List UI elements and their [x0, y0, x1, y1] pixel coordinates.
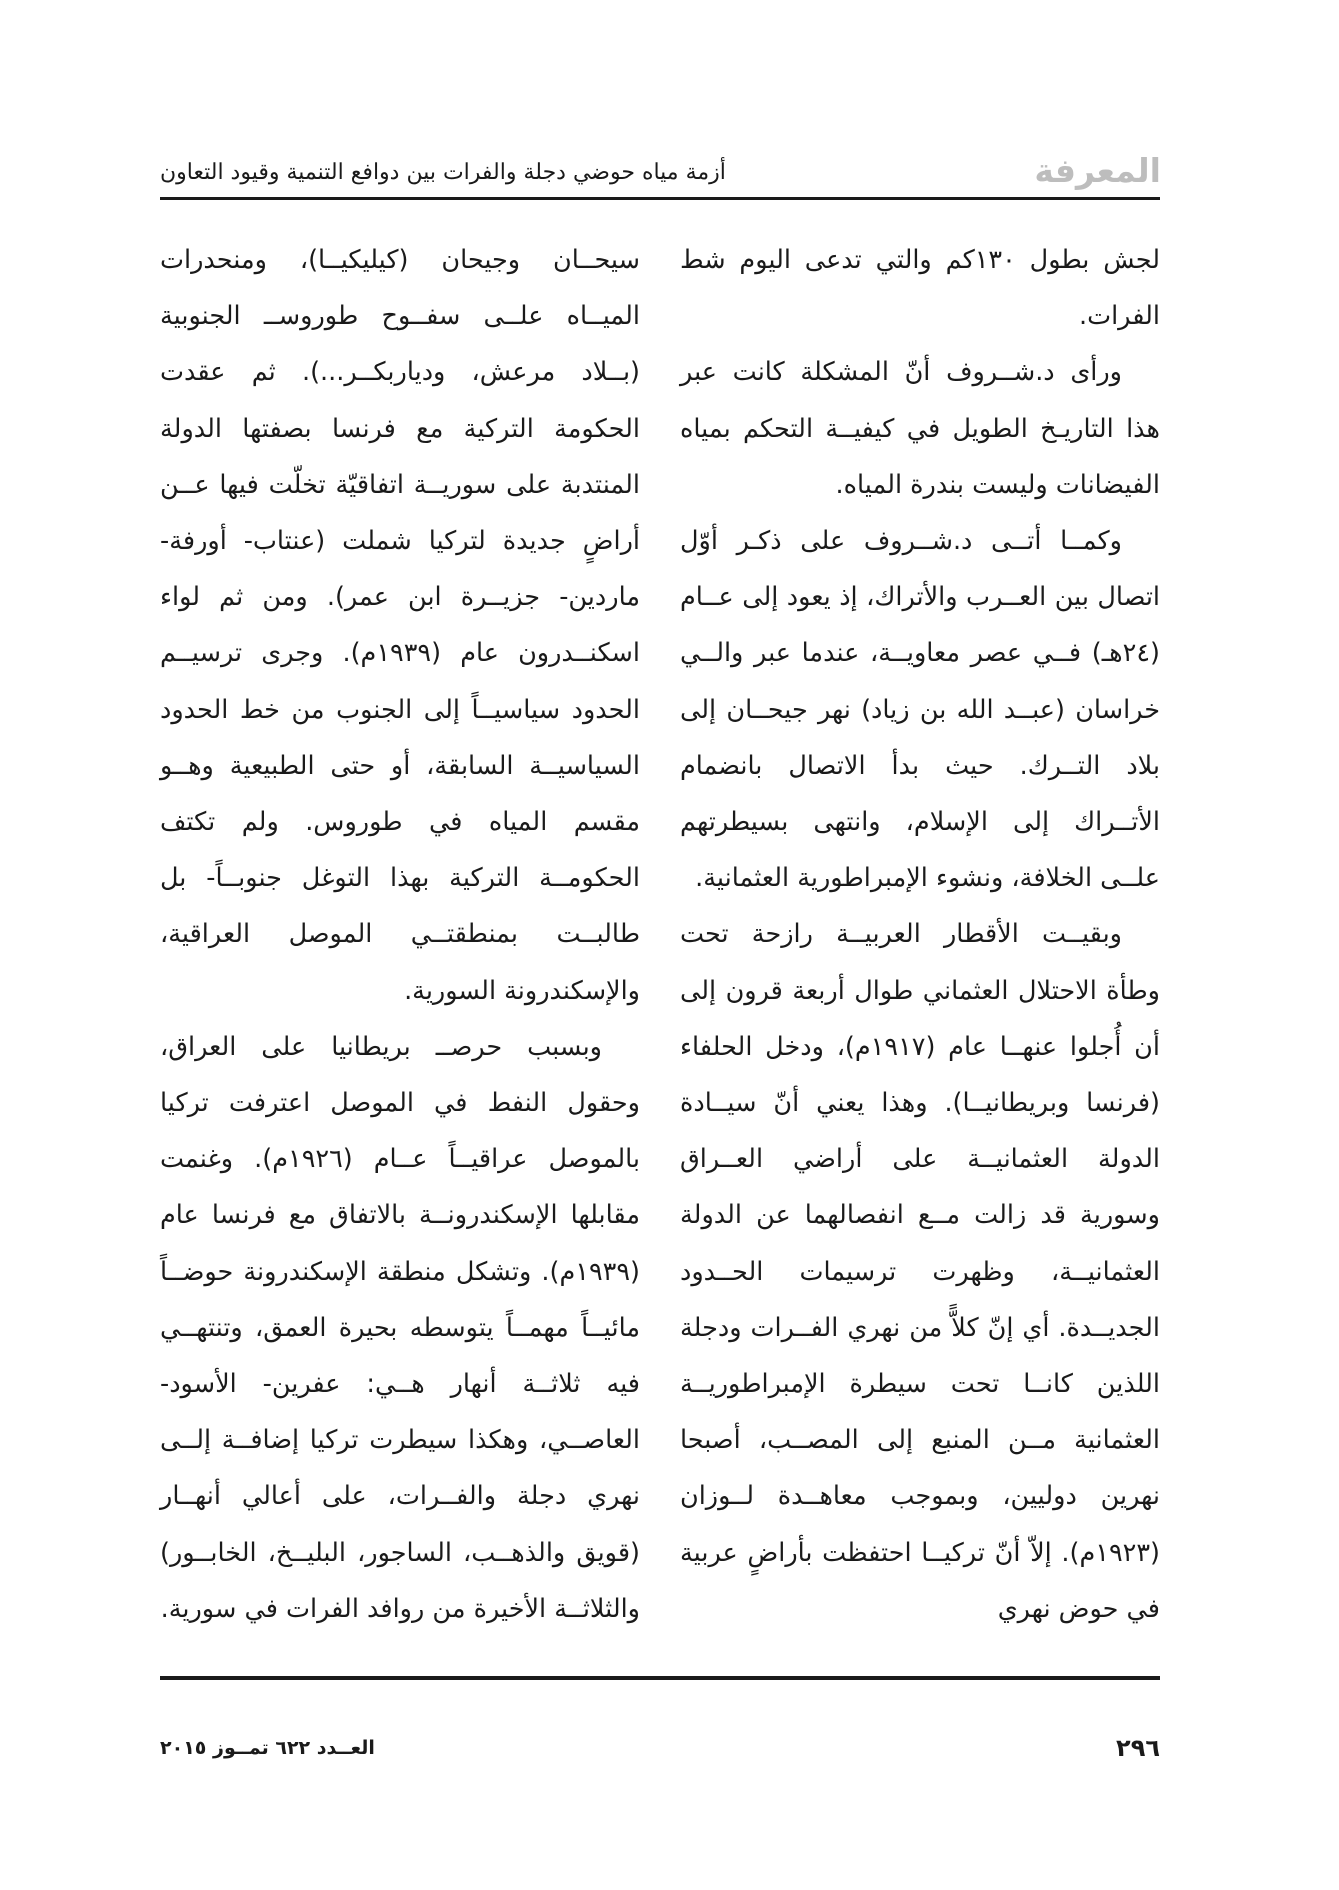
paragraph: وكمــا أتــى د.شــروف على ذكـر أوّل اتصال بين العــرب والأتراك، إذ يعود إلى عــام (٢٤هـ) فــي عصر معاويــة، عندما عبر والــي خراسان (عبــد الله بن زياد) نهر جيحــان إلى بلاد التــرك. حيث بدأ الاتصال بانضمام الأتــراك إلى الإسلام، وانتهى بسيطرتهم علــى الخلافة، ونشوء الإمبراطورية العثمانية.: [680, 526, 1160, 894]
running-header-title: أزمة مياه حوضي دجلة والفرات بين دوافع التنمية وقيود التعاون: [160, 160, 726, 185]
footer-divider: [160, 1676, 1160, 1680]
header-divider: [160, 197, 1160, 200]
paragraph: ورأى د.شــروف أنّ المشكلة كانت عبر هذا التاريـخ الطويل في كيفيــة التحكم بمياه الفيضانات وليست بندرة المياه.: [680, 357, 1160, 500]
issue-info: العــدد ٦٢٢ تمــوز ٢٠١٥: [160, 1737, 375, 1759]
left-text-column: [160, 232, 640, 1637]
page-number: ٢٩٦: [1116, 1734, 1160, 1762]
paragraph: لجش بطول ١٣٠كم والتي تدعى اليوم شط الفرات.: [680, 245, 1160, 332]
paragraph: وبقيــت الأقطار العربيــة رازحة تحت وطأة الاحتلال العثماني طوال أربعة قرون إلى أن أُجلوا عنهــا عام (١٩١٧م)، ودخل الحلفاء (فرنسا وبريطانيــا). وهذا يعني أنّ سيــادة الدولة العثمانيــة على أراضي العــراق وسورية قد زالت مــع انفصالهما عن الدولة العثمانيــة، وظهرت ترسيمات الحــدود الجديــدة. أي إنّ كلاًّ من نهري الفــرات ودجلة اللذين كانــا تحت سيطرة الإمبراطوريــة العثمانية مــن المنبع إلى المصــب، أصبحا نهرين دوليين، وبموجب معاهــدة لــوزان (١٩٢٣م). إلاّ أنّ تركيــا احتفظت بأراضٍ عربية في حوض نهري: [680, 919, 1160, 1624]
right-text-column: [680, 232, 1160, 1637]
paragraph: وبسبب حرصــ بريطانيا على العراق، وحقول النفط في الموصل اعترفت تركيا بالموصل عراقيــاً عــام (١٩٢٦م). وغنمت مقابلها الإسكندرونــة بالاتفاق مع فرنسا عام (١٩٣٩م). وتشكل منطقة الإسكندرونة حوضــاً مائيــاً مهمــاً يتوسطه بحيرة العمق، وتنتهــي فيه ثلاثــة أنهار هــي: عفرين- الأسود- العاصــي، وهكذا سيطرت تركيا إضافــة إلــى نهري دجلة والفــرات، على أعالي أنهــار (قويق والذهــب، الساجور، البليــخ، الخابــور) والثلاثــة الأخيرة من روافد الفرات في سورية.: [160, 1031, 641, 1624]
paragraph: سيحــان وجيحان (كيليكيــا)، ومنحدرات الميــاه علــى سفــوح طوروســ الجنوبية (بــلاد مرعش، ودياربكــر...). ثم عقدت الحكومة التركية مع فرنسا بصفتها الدولة المنتدبة على سوريــة اتفاقيّة تخلّت فيها عــن أراضٍ جديدة لتركيا شملت (عنتاب- أورفة- ماردين- جزيــرة ابن عمر). ومن ثم لواء اسكنــدرون عام (١٩٣٩م). وجرى ترسيــم الحدود سياسيــاً إلى الجنوب من خط الحدود السياسيــة السابقة، أو حتى الطبيعية وهــو مقسم المياه في طوروس. ولم تكتف الحكومــة التركية بهذا التوغل جنوبــاً- بل طالبــت بمنطقتــي الموصل العراقية، والإسكندرونة السورية.: [160, 245, 640, 1006]
magazine-logo: المعرفة: [1034, 151, 1161, 190]
